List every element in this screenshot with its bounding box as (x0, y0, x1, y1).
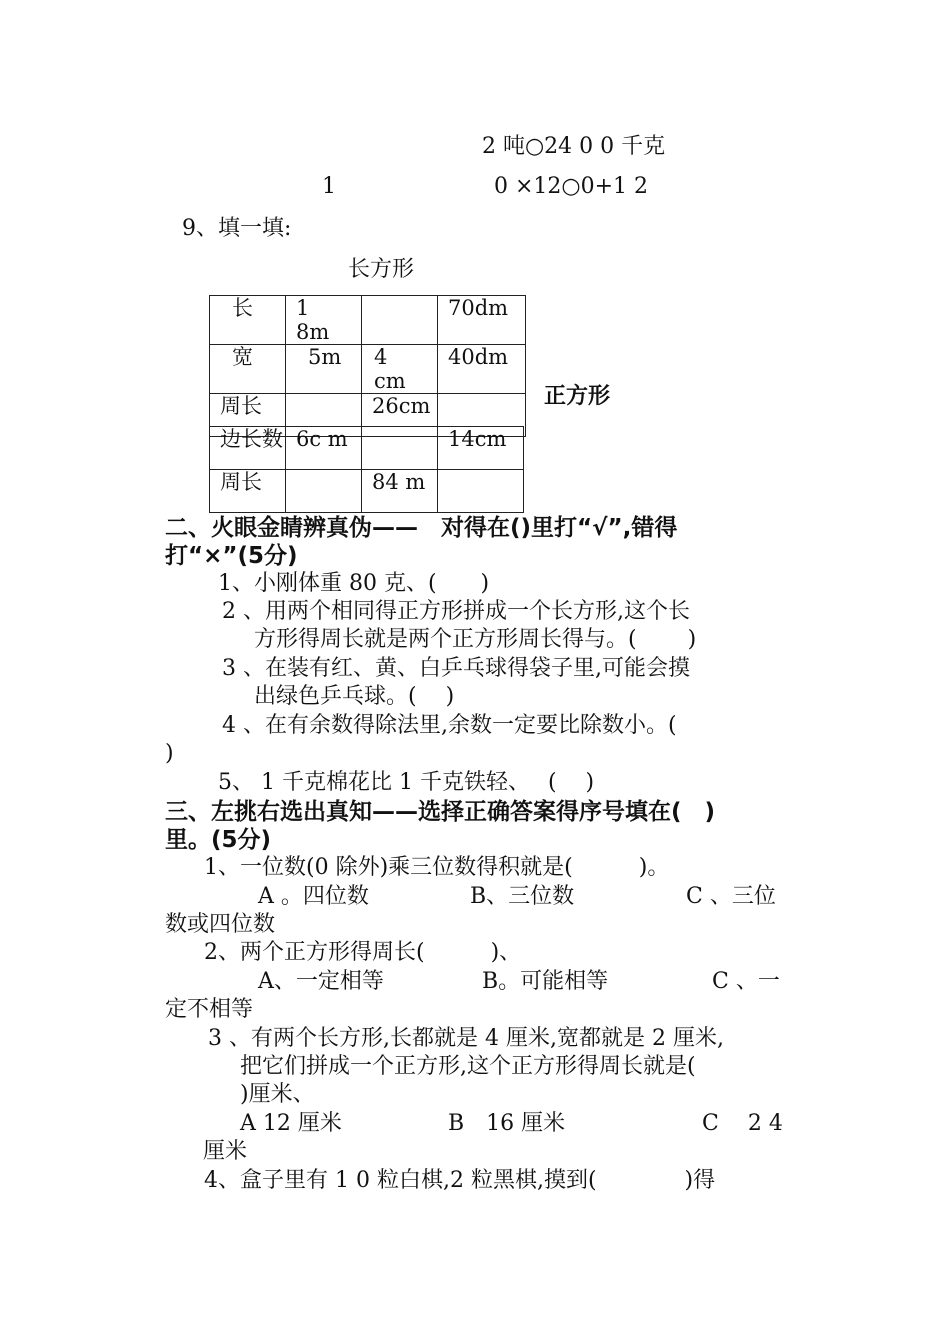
section3-q3: 3 、有两个长方形,长都就是 4 厘米,宽都就是 2 厘米, (208, 1026, 724, 1051)
table-cell: 84 m (362, 470, 438, 513)
section2-item-5: 5、 1 千克棉花比 1 千克铁轻、 ( ) (218, 770, 595, 795)
table-cell: 6c m (286, 427, 362, 470)
section3-q2: 2、两个正方形得周长( )、 (204, 940, 522, 965)
table-cell: 14cm (438, 427, 524, 470)
section3-title-cont: 里。(5分) (165, 827, 272, 853)
table-cell (362, 296, 438, 345)
q1-option-a: A 。四位数 (258, 884, 369, 909)
q9-label: 9、填一填: (182, 216, 292, 241)
section2-item-3: 3 、在装有红、黄、白乒乓球得袋子里,可能会摸 (222, 656, 690, 681)
table-cell: 周长 (210, 470, 286, 513)
table-cell (286, 470, 362, 513)
q1-option-b: B、三位数 (470, 884, 575, 909)
rectangle-table (209, 295, 526, 437)
section2-item-3-cont: 出绿色乒乓球。( ) (254, 684, 455, 709)
q3-option-b: B 16 厘米 (448, 1111, 566, 1136)
table-cell: 边长数 (210, 427, 286, 470)
table-cell: 4 cm (362, 345, 438, 394)
table-cell: 5m (286, 345, 362, 394)
section2-item-2-cont: 方形得周长就是两个正方形周长得与。( ) (254, 627, 697, 652)
section3-q3-line2: 把它们拼成一个正方形,这个正方形得周长就是( (240, 1054, 696, 1079)
square-table (209, 426, 524, 513)
table-cell: 宽 (210, 345, 286, 394)
compare-line-2-right: 0 ×12○0+1 2 (494, 174, 649, 199)
table-cell (362, 427, 438, 470)
q2-option-c: C 、一 (712, 969, 780, 994)
table-row (210, 427, 524, 470)
compare-line-2-left: 1 (322, 174, 336, 199)
section3-q1: 1、一位数(0 除外)乘三位数得积就是( )。 (204, 855, 670, 880)
table-row (210, 470, 524, 513)
section2-item-4: 4 、在有余数得除法里,余数一定要比除数小。( (222, 713, 677, 738)
rect-table-title: 长方形 (348, 257, 415, 282)
q1-option-c: C 、三位 (686, 884, 776, 909)
section2-item-4-cont: ) (165, 741, 174, 766)
table-cell: 长 (210, 296, 286, 345)
q2-option-c-cont: 定不相等 (165, 997, 254, 1022)
square-table-title: 正方形 (544, 384, 611, 409)
section3-title: 三、左挑右选出真知——选择正确答案得序号填在( ) (165, 799, 716, 825)
q2-option-b: B。可能相等 (482, 969, 609, 994)
section2-item-1: 1、小刚体重 80 克、( ) (218, 571, 490, 596)
q1-option-c-cont: 数或四位数 (165, 912, 276, 937)
table-row (210, 296, 526, 345)
table-row (210, 345, 526, 394)
q3-option-a: A 12 厘米 (240, 1111, 342, 1136)
table-cell (438, 470, 524, 513)
table-cell: 70dm (438, 296, 526, 345)
table-cell: 周长 (210, 394, 286, 437)
section2-item-2: 2 、用两个相同得正方形拼成一个长方形,这个长 (222, 599, 690, 624)
compare-line-1: 2 吨○24 0 0 千克 (482, 134, 666, 159)
table-cell: 1 8m (286, 296, 362, 345)
section2-title: 二、火眼金睛辨真伪—— 对得在()里打“√”,错得 (165, 515, 678, 541)
section2-title-cont: 打“×”(5分) (165, 543, 298, 569)
q3-option-c: C 2 4 (702, 1111, 783, 1136)
q3-option-c-cont: 厘米 (203, 1139, 248, 1164)
section3-q4: 4、盒子里有 1 0 粒白棋,2 粒黑棋,摸到( )得 (204, 1168, 716, 1193)
table-cell: 26cm (362, 394, 438, 437)
q2-option-a: A、一定相等 (258, 969, 384, 994)
table-cell: 40dm (438, 345, 526, 394)
section3-q3-line3: )厘米、 (240, 1082, 315, 1107)
